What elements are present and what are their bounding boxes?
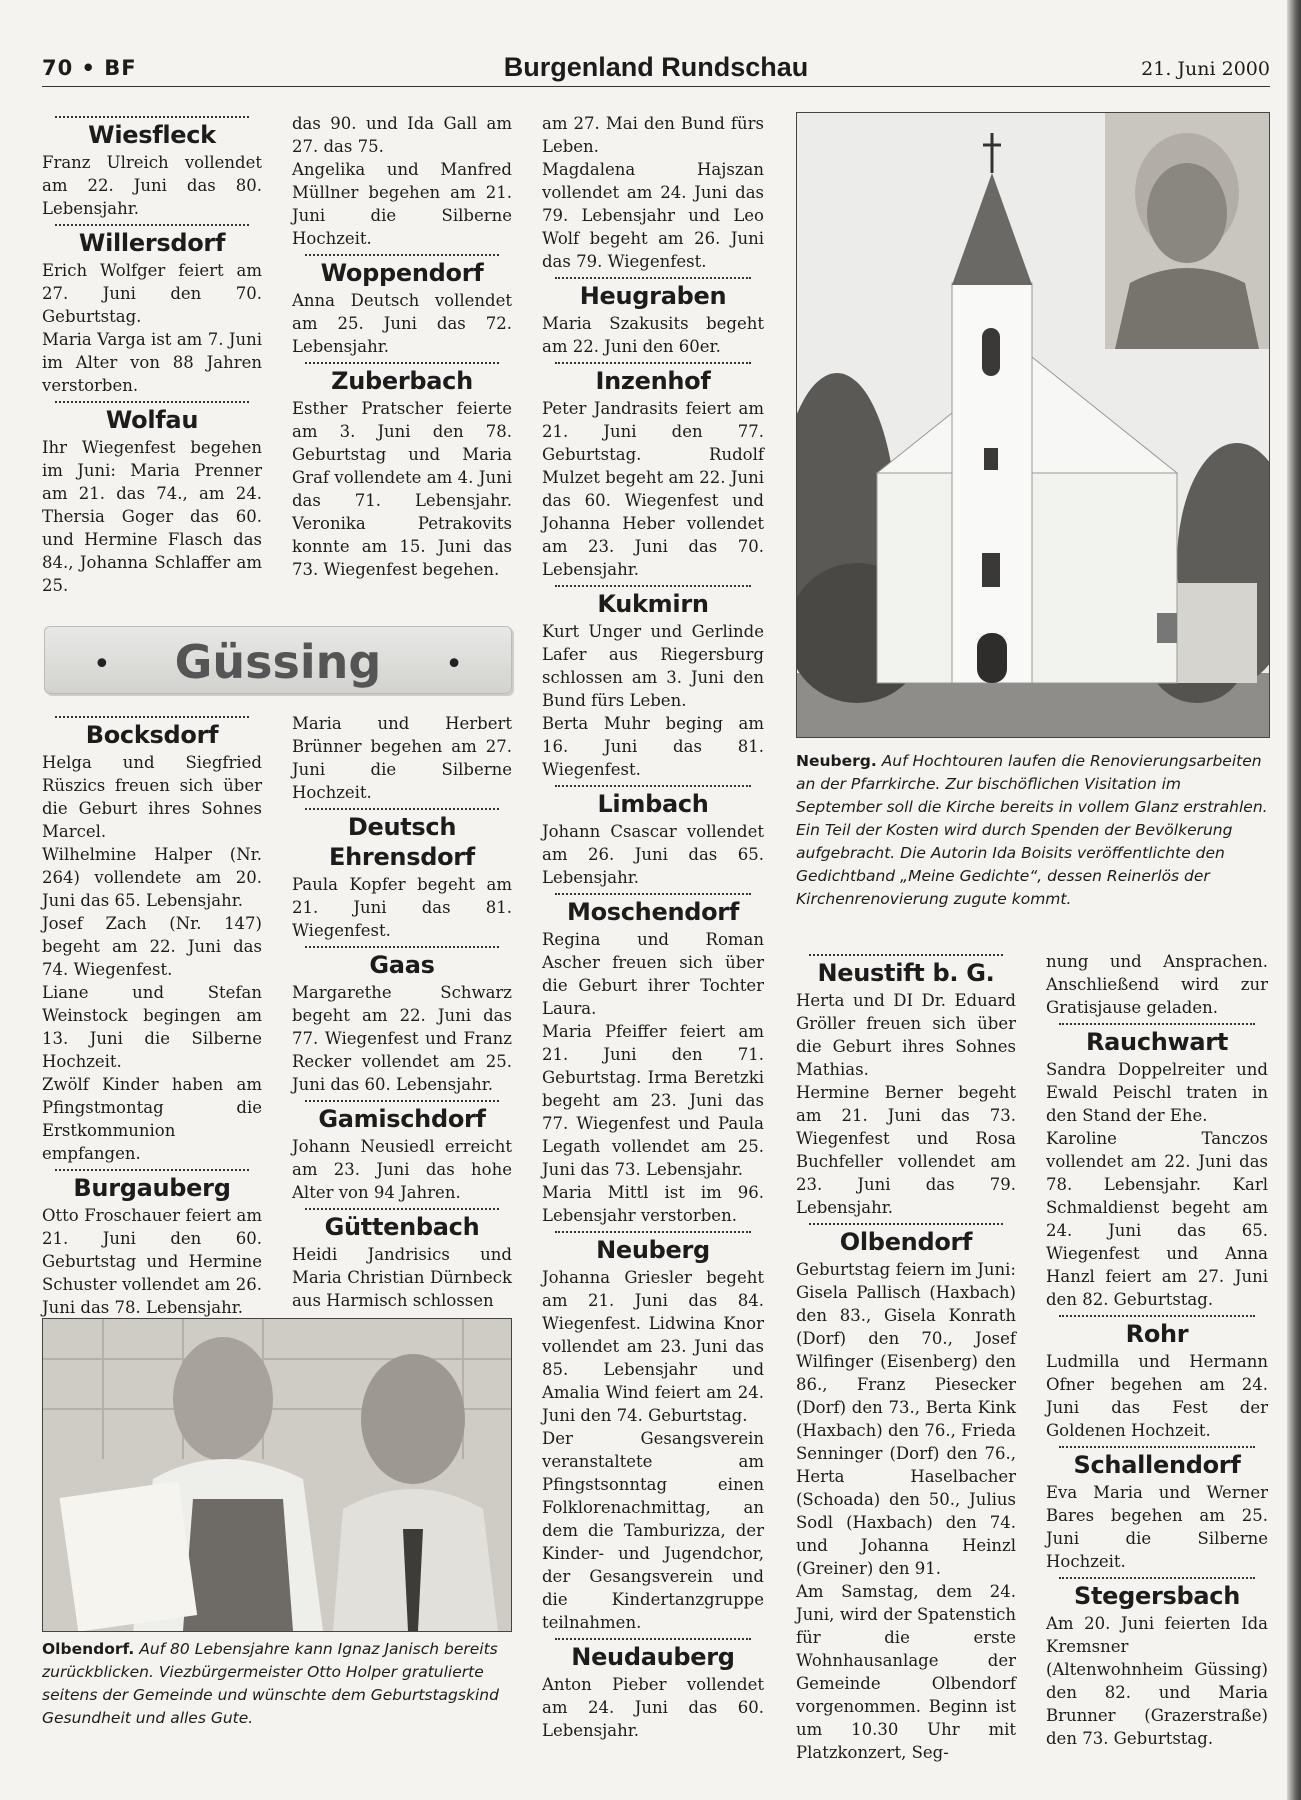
section-heading-gaas: Gaas [369, 951, 435, 979]
notice-paragraph: Paula Kopfer begeht am 21. Juni das 81. Wiegenfest. [292, 875, 512, 940]
olbendorf-photo [42, 1318, 512, 1632]
notice-paragraph: Ihr Wiegenfest begehen im Juni: Maria Prenner am 21. das 74., am 24. Thersia Goger das 60. und Hermine Flasch das 84., Johanna Schlaffer am 25. [42, 438, 262, 595]
dotted-divider [555, 362, 750, 364]
dotted-divider [305, 946, 499, 948]
notice-paragraph: Magdalena Hajszan vollendet am 24. Juni das 79. Lebensjahr und Leo Wolf begeht am 26. Juni das 79. Wiegenfest. [542, 160, 764, 271]
section-heading-bocksdorf: Bocksdorf [85, 721, 219, 749]
notice-paragraph: Johann Csascar vollendet am 26. Juni das 65. Lebensjahr. [542, 822, 764, 887]
issue-date: 21. Juni 2000 [1141, 58, 1270, 80]
section-heading-rohr: Rohr [1125, 1320, 1189, 1348]
notice-paragraph: Maria Mittl ist im 96. Lebensjahr verstorben. [542, 1183, 764, 1225]
notice-paragraph: Herta und DI Dr. Eduard Gröller freuen sich über die Geburt ihres Sohnes Mathias. [796, 991, 1016, 1079]
section-heading-wiesfleck: Wiesfleck [88, 121, 216, 149]
page-edge-shadow [1287, 0, 1301, 1800]
notice-paragraph: Zwölf Kinder haben am Pfingstmontag die Erstkommunion empfangen. [42, 1075, 262, 1163]
dotted-divider [55, 116, 249, 118]
section-heading-burgauberg: Burgauberg [73, 1174, 231, 1202]
banner-bullet-right: • [445, 647, 463, 682]
section-heading-willersdorf: Willersdorf [78, 229, 226, 257]
notice-paragraph: Peter Jandrasits feiert am 21. Juni den 77. Geburtstag. Rudolf Mulzet begeht am 22. Juni das 60. Wiegenfest und Johanna Heber vollendet am 23. Juni das 70. Lebensjahr. [542, 399, 764, 579]
dotted-divider [55, 716, 249, 718]
dotted-divider [555, 585, 750, 587]
dotted-divider [305, 808, 499, 810]
newspaper-title: Burgenland Rundschau [503, 52, 809, 82]
notice-paragraph: Regina und Roman Ascher freuen sich über die Geburt ihrer Tochter Laura. [542, 930, 764, 1018]
notice-paragraph: das 90. und Ida Gall am 27. das 75. [292, 114, 512, 156]
notice-paragraph: Maria Szakusits begeht am 22. Juni den 60er. [542, 314, 764, 356]
notice-paragraph: Liane und Stefan Weinstock begingen am 13. Juni die Silberne Hochzeit. [42, 983, 262, 1071]
dotted-divider [55, 1169, 249, 1171]
notice-paragraph: Maria Pfeiffer feiert am 21. Juni den 71. Geburtstag. Irma Beretzki begeht am 23. Juni das 77. Wiegenfest und Paula Legath vollendet am 25. Juni das 73. Lebensjahr. [542, 1022, 764, 1179]
notice-paragraph: Otto Froschauer feiert am 21. Juni den 60. Geburtstag und Hermine Schuster vollendet am 26. Juni das 78. Lebensjahr. [42, 1206, 262, 1317]
dotted-divider [1059, 1315, 1254, 1317]
portrait-inset [1105, 113, 1269, 349]
notice-paragraph: Johanna Griesler begeht am 21. Juni das 84. Wiegenfest. Lidwina Knor vollendet am 23. Juni das 85. Lebensjahr und Amalia Wind feiert am 24. Juni den 74. Geburtstag. [542, 1268, 764, 1425]
dotted-divider [1059, 1446, 1254, 1448]
page-header [42, 50, 1270, 87]
neuberg-church-photo [796, 112, 1270, 738]
column-1-middle [42, 712, 262, 1319]
notice-paragraph: Am Samstag, dem 24. Juni, wird der Spatenstich für die erste Wohnhausanlage der Gemeinde Olbendorf vorgenommen. Beginn ist um 10.30 Uhr mit Platzkonzert, Seg- [796, 1582, 1016, 1762]
olbendorf-caption-text: Auf 80 Lebensjahre kann Ignaz Janisch bereits zurückblicken. Viezbürgermeister Otto Holper gratulierte seitens der Gemeinde und wünschte dem Geburtstagskind Gesundheit und alles Gute. [42, 1640, 499, 1727]
dotted-divider [809, 1223, 1003, 1225]
neuberg-caption-place: Neuberg. [796, 752, 877, 770]
section-banner [44, 626, 512, 694]
section-heading-guettenbach: Güttenbach [324, 1213, 480, 1241]
dotted-divider [305, 1100, 499, 1102]
page-number: 70 • BF [42, 56, 137, 80]
olbendorf-photo-illustration [43, 1319, 511, 1631]
olbendorf-caption [42, 1638, 510, 1730]
notice-paragraph: Berta Muhr beging am 16. Juni das 81. Wiegenfest. [542, 714, 764, 779]
dotted-divider [305, 362, 499, 364]
notice-paragraph: Johann Neusiedl erreicht am 23. Juni das hohe Alter von 94 Jahren. [292, 1137, 512, 1202]
dotted-divider [809, 954, 1003, 956]
notice-paragraph: Karoline Tanczos vollendet am 22. Juni das 78. Lebensjahr. Karl Schmaldienst begeht am 24. Juni das 65. Wiegenfest und Anna Hanzl feiert am 27. Juni den 82. Geburtstag. [1046, 1129, 1268, 1309]
neuberg-caption-text: Auf Hochtouren laufen die Renovierungsarbeiten an der Pfarrkirche. Zur bischöflichen Visitation im September soll die Kirche bereits in vollem Glanz erstrahlen. Ein Teil der Kosten wird durch Spenden der Bevölkerung aufgebracht. Die Autorin Ida Boisits veröffentlichte den Gedichtband „Meine Gedichte“, dessen Reinerlös der Kirchenrenovierung zugute kommt. [796, 752, 1268, 908]
notice-paragraph: Franz Ulreich vollendet am 22. Juni das 80. Lebensjahr. [42, 153, 262, 218]
olbendorf-caption-place: Olbendorf. [42, 1640, 135, 1658]
notice-paragraph: Angelika und Manfred Müllner begehen am 21. Juni die Silberne Hochzeit. [292, 160, 512, 248]
section-title: Güssing [174, 635, 382, 689]
section-heading-heugraben: Heugraben [579, 282, 727, 310]
dotted-divider [1059, 1577, 1254, 1579]
dotted-divider [305, 1208, 499, 1210]
dotted-divider [555, 1231, 750, 1233]
section-heading-woppendorf: Woppendorf [320, 259, 484, 287]
notice-paragraph: Esther Pratscher feierte am 3. Juni den 78. Geburtstag und Maria Graf vollendete am 4. Juni das 71. Lebensjahr. Veronika Petrakovits konnte am 15. Juni das 73. Wiegenfest begehen. [292, 399, 512, 579]
column-1-top [42, 112, 262, 597]
section-heading-stegersbach: Stegersbach [1073, 1582, 1240, 1610]
notice-paragraph: Der Gesangsverein veranstaltete am Pfingstsonntag einen Folklorenachmittag, an dem die Tamburizza, der Kinder- und Jugendchor, der Gesangsverein und die Kindertanzgruppe teilnahmen. [542, 1429, 764, 1632]
notice-paragraph: Sandra Doppelreiter und Ewald Peischl traten in den Stand der Ehe. [1046, 1060, 1268, 1125]
notice-paragraph: nung und Ansprachen. Anschließend wird zur Gratisjause geladen. [1046, 952, 1268, 1017]
notice-paragraph: Margarethe Schwarz begeht am 22. Juni das 77. Wiegenfest und Franz Recker vollendet am 25. Juni das 60. Lebensjahr. [292, 983, 512, 1094]
section-heading-kukmirn: Kukmirn [597, 590, 709, 618]
notice-paragraph: Ludmilla und Hermann Ofner begehen am 24. Juni das Fest der Goldenen Hochzeit. [1046, 1352, 1268, 1440]
notice-paragraph: am 27. Mai den Bund fürs Leben. [542, 114, 764, 156]
woman-portrait-illustration [1105, 113, 1269, 349]
section-heading-limbach: Limbach [597, 790, 709, 818]
notice-paragraph: Erich Wolfger feiert am 27. Juni den 70. Geburtstag. [42, 261, 262, 326]
dotted-divider [1059, 1023, 1254, 1025]
section-heading-neudauberg: Neudauberg [571, 1643, 735, 1671]
section-heading-rauchwart: Rauchwart [1085, 1028, 1229, 1056]
notice-paragraph: Josef Zach (Nr. 147) begeht am 22. Juni das 74. Wiegenfest. [42, 914, 262, 979]
column-5 [1046, 950, 1268, 1750]
dotted-divider [55, 224, 249, 226]
notice-paragraph: Hermine Berner begeht am 21. Juni das 73. Wiegenfest und Rosa Buchfeller vollendet am 23. Juni das 79. Lebensjahr. [796, 1083, 1016, 1217]
section-heading-inzenhof: Inzenhof [595, 367, 711, 395]
column-4 [796, 950, 1016, 1764]
column-2-middle [292, 712, 512, 1312]
column-3 [542, 112, 764, 1742]
column-2-top [292, 112, 512, 581]
notice-paragraph: Wilhelmine Halper (Nr. 264) vollendete am 20. Juni das 65. Lebensjahr. [42, 845, 262, 910]
section-heading-moschendorf: Moschendorf [567, 898, 739, 926]
section-heading-neuberg: Neuberg [596, 1236, 710, 1264]
section-heading-wolfau: Wolfau [105, 406, 199, 434]
notice-paragraph: Am 20. Juni feierten Ida Kremsner (Altenwohnheim Güssing) den 82. und Maria Brunner (Grazerstraße) den 73. Geburtstag. [1046, 1614, 1268, 1748]
notice-paragraph: Anton Pieber vollendet am 24. Juni das 60. Lebensjahr. [542, 1675, 764, 1740]
neuberg-caption [796, 750, 1268, 911]
section-heading-olbendorf: Olbendorf [839, 1228, 973, 1256]
section-heading-deutsch-ehrensdorf: Deutsch Ehrensdorf [329, 813, 475, 871]
notice-paragraph: Maria Varga ist am 7. Juni im Alter von 88 Jahren verstorben. [42, 330, 262, 395]
notice-paragraph: Eva Maria und Werner Bares begehen am 25. Juni die Silberne Hochzeit. [1046, 1483, 1268, 1571]
dotted-divider [555, 277, 750, 279]
notice-paragraph: Kurt Unger und Gerlinde Lafer aus Riegersburg schlossen am 3. Juni den Bund fürs Leben. [542, 622, 764, 710]
dotted-divider [555, 785, 750, 787]
notice-paragraph: Anna Deutsch vollendet am 25. Juni das 72. Lebensjahr. [292, 291, 512, 356]
dotted-divider [555, 1638, 750, 1640]
section-heading-neustift-b-g: Neustift b. G. [817, 959, 995, 987]
notice-paragraph: Maria und Herbert Brünner begehen am 27. Juni die Silberne Hochzeit. [292, 714, 512, 802]
dotted-divider [555, 893, 750, 895]
section-heading-gamischdorf: Gamischdorf [318, 1105, 486, 1133]
dotted-divider [55, 401, 249, 403]
notice-paragraph: Heidi Jandrisics und Maria Christian Dürnbeck aus Harmisch schlossen [292, 1245, 512, 1310]
notice-paragraph: Geburtstag feiern im Juni: Gisela Pallisch (Haxbach) den 83., Gisela Konrath (Dorf) den 70., Josef Wilfinger (Eisenberg) den 86., Franz Piesecker (Dorf) den 73., Berta Kink (Haxbach) den 76., Frieda Senninger (Dorf) den 76., Herta Haselbacher (Schoada) den 50., Julius Sodl (Haxbach) den 74. und Johanna Heinzl (Greiner) den 91. [796, 1260, 1016, 1578]
section-heading-zuberbach: Zuberbach [331, 367, 473, 395]
section-heading-schallendorf: Schallendorf [1073, 1451, 1241, 1479]
dotted-divider [305, 254, 499, 256]
notice-paragraph: Helga und Siegfried Rüszics freuen sich über die Geburt ihres Sohnes Marcel. [42, 753, 262, 841]
banner-bullet-left: • [93, 647, 111, 682]
